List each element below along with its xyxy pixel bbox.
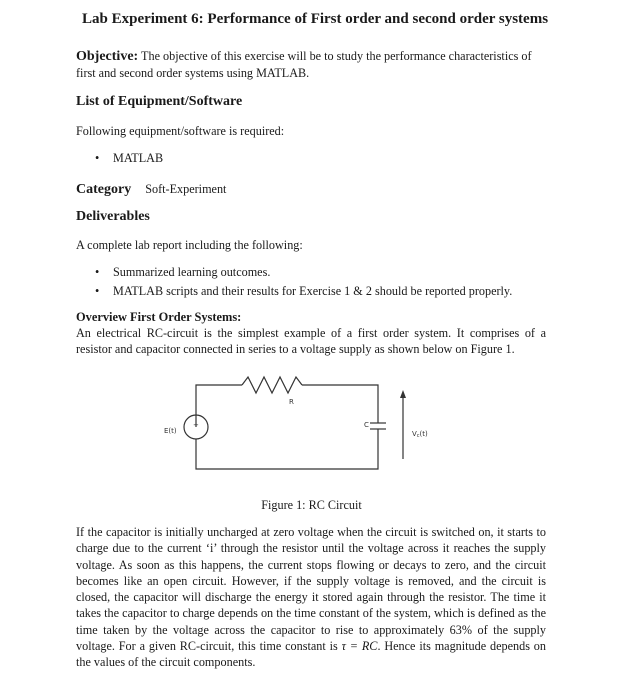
rc-circuit-diagram	[160, 372, 450, 482]
overview-heading: Overview First Order Systems:	[76, 310, 242, 324]
equipment-intro: Following equipment/software is required:	[76, 124, 285, 138]
deliverables-item: • Summarized learning outcomes.	[95, 265, 271, 279]
deliverables-item: • MATLAB scripts and their results for Exercise 1 & 2 should be reported properly.	[95, 284, 513, 298]
figure-caption: Figure 1: RC Circuit	[261, 498, 362, 512]
source-label: E(t)	[164, 427, 177, 435]
capacitor-label: C	[364, 421, 369, 429]
category-label: Category	[76, 182, 132, 197]
output-label-sub: c	[416, 433, 420, 439]
output-label-v: V	[412, 430, 417, 438]
category-line	[76, 180, 226, 198]
output-label	[412, 430, 428, 439]
resistor-label: R	[289, 398, 294, 406]
wire	[302, 385, 378, 423]
wire	[196, 429, 378, 469]
body-paragraph	[76, 524, 546, 671]
source-sign: +	[193, 421, 199, 429]
output-arrow-head	[400, 390, 406, 398]
objective-label: Objective:	[76, 49, 139, 64]
wire	[196, 385, 242, 427]
overview-paragraph: An electrical RC-circuit is the simplest example of a first order system. It comprises of a resistor and capacitor connected in series to a voltage supply as shown below on Figure 1.	[76, 326, 546, 356]
output-label-suffix: (t)	[419, 430, 428, 438]
category-value: Soft-Experiment	[145, 182, 227, 196]
page-title: Lab Experiment 6: Performance of First order and second order systems	[82, 11, 549, 27]
deliverables-item-text: MATLAB scripts and their results for Exercise 1 & 2 should be reported properly.	[113, 284, 513, 298]
objective-paragraph	[76, 48, 546, 81]
equipment-heading: List of Equipment/Software	[76, 94, 243, 109]
deliverables-intro: A complete lab report including the following:	[76, 238, 303, 252]
objective-text: The objective of this exercise will be to study the performance characteristics of first and second order systems using MATLAB.	[76, 49, 532, 80]
equipment-item: • MATLAB	[95, 151, 164, 165]
body-text: If the capacitor is initially uncharged at zero voltage when the circuit is switched on, it starts to charge due to the current ‘i’ through the resistor until the voltage across it reaches the supply voltage. As soon as this happens, the current stops flowing or decays to zero, and the circuit becomes like an open circuit. However, if the supply voltage is removed, and the circuit is closed, the capacitor will discharge the energy it stored again through the resistor. The time it takes the capacitor to charge depends on the time constant of the system, which is defined as the time taken by the voltage across the capacitor to rise to approximately 63% of the supply voltage. For a given RC-circuit, this time constant is	[76, 525, 546, 654]
equipment-item-text: MATLAB	[113, 151, 164, 165]
time-constant-equation: τ = RC	[341, 639, 378, 654]
deliverables-heading: Deliverables	[76, 209, 150, 224]
resistor-symbol	[242, 377, 302, 393]
deliverables-item-text: Summarized learning outcomes.	[113, 265, 271, 279]
body-text-after: . Hence its magnitude depends on the values of the circuit components.	[76, 639, 546, 670]
